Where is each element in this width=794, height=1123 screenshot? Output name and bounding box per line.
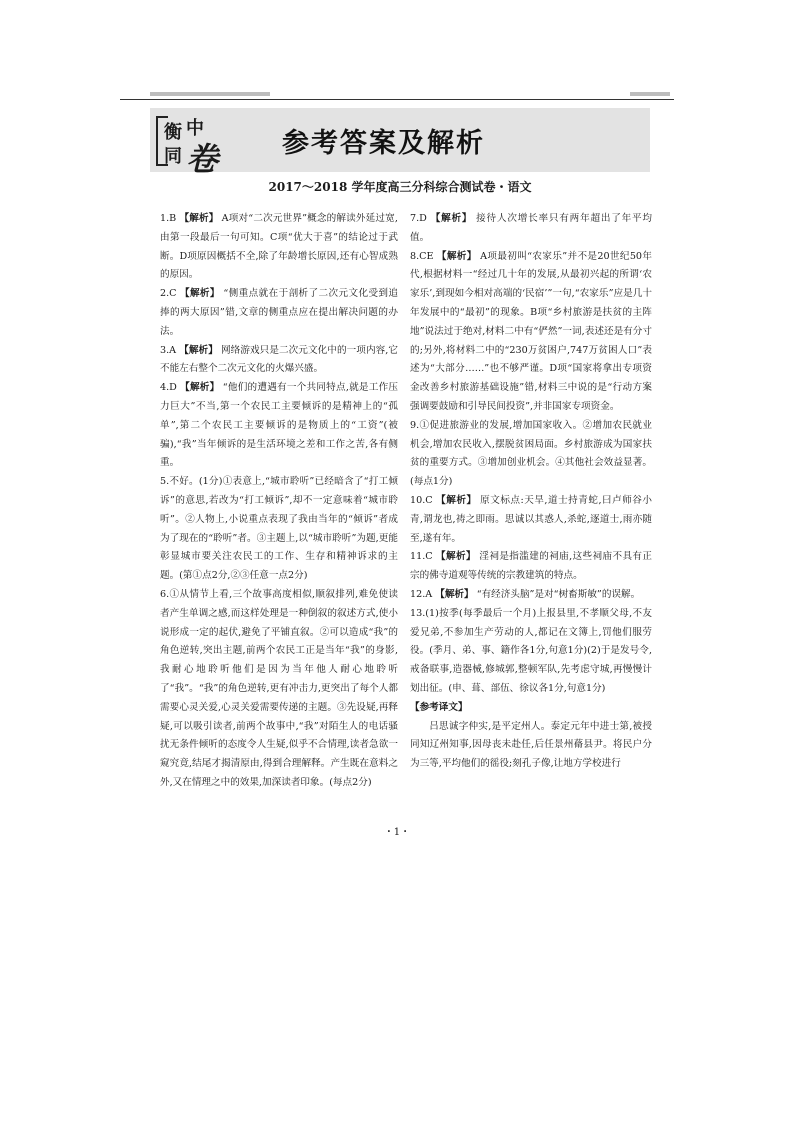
left-column bbox=[160, 210, 398, 793]
page-number: ・1・ bbox=[383, 827, 411, 838]
answer-item: 11.C 【解析】 淫祠是指滥建的祠庙,这些祠庙不具有正宗的佛寺道观等传统的宗教建筑的特点。 bbox=[410, 551, 652, 582]
answer-item: 3.A 【解析】 网络游戏只是二次元文化中的一项内容,它不能左右整个二次元文化的火爆兴盛。 bbox=[160, 344, 398, 375]
answer-item: 7.D 【解析】 接待人次增长率只有两年超出了年平均值。 bbox=[410, 213, 653, 243]
answer-item: 10.C 【解析】 原文标点:天旱,道士持青蛇,曰卢师谷小青,谓龙也,祷之即雨。思诚以其惑人,杀蛇,逐道士,雨亦随至,遂有年。 bbox=[410, 494, 652, 544]
answer-item: 6.①从情节上看,三个故事高度相似,顺叙排列,难免使读者产生单调之感,而这样处理是一种倒叙的叙述方式,使小说形成一定的起伏,避免了平铺直叙。②可以造成“我”的角色逆转,突出主题,前两个农民工正是当年“我”的身影,我耐心地聆听他们是因为当年他人耐心地聆听了“我”。“我”的角色逆转,更有冲击力,更突出了每个人都需要心灵关爱,心灵关爱需要传递的主题。③先设疑,再释疑,可以吸引读者,前两个故事中,“我”对陌生人的电话骚扰无条件倾听的态度令人生疑,似乎不合情理,读者急欲一窥究竟,结尾才揭清原由,得到合理解释。产生既在意料之外,又在情理之中的效果,加深读者印象。(每点2分) bbox=[160, 588, 398, 788]
answer-item: 2.C 【解析】 “侧重点就在于剖析了二次元文化受到追捧的两大原因”错,文章的侧重点应在提出解决问题的办法。 bbox=[160, 288, 399, 337]
logo: 衡 中 同 卷 bbox=[156, 112, 228, 168]
answer-item: 12.A 【解析】 “有经济头脑”是对“树畜斯敏”的误解。 bbox=[410, 588, 641, 600]
right-column bbox=[410, 210, 652, 774]
answer-item: 4.D 【解析】 “他们的遭遇有一个共同特点,就是工作压力巨大”不当,第一个农民工主要倾诉的是精神上的“孤单”,第二个农民工主要倾诉的是物质上的“工资”(被骗),“我”当年倾诉的是生活环境之差和工作之苦,各有侧重。 bbox=[160, 382, 398, 469]
translation-text: 吕思诚字仲实,是平定州人。泰定元年中进士第,被授同知辽州知事,因母丧未赴任,后任景州蓨县尹。将民户分为三等,平均他们的徭役;刻孔子像,让地方学校进行 bbox=[410, 720, 652, 770]
header-rule bbox=[120, 99, 674, 100]
answer-item: 13.(1)按季(每季最后一个月)上报县里,不孝顺父母,不友爱兄弟,不参加生产劳动的人,都记在文簿上,罚他们服劳役。(季月、弟、事、籍作各1分,句意1分)(2)于是发号令,戒备联事,造器械,修城郭,整顿军队,先考虑守城,再慢慢计划出征。(申、葺、部伍、徐议各1分,句意1分) bbox=[410, 607, 652, 694]
document-subtitle: 2017～2018 学年度高三分科综合测试卷・语文 bbox=[268, 180, 532, 194]
answer-item: 1.B 【解析】 A项对“二次元世界”概念的解读外延过宽,由第一段最后一句可知。C项“优大于喜”的结论过于武断。D项原因概括不全,除了年龄增长原因,还有心智成熟的原因。 bbox=[160, 213, 398, 281]
answer-item: 8.CE 【解析】 A项最初叫“农家乐”并不是20世纪50年代,根据材料一“经过几十年的发展,从最初兴起的所谓‘农家乐’,到现如今相对高端的‘民宿’”一句,“农家乐”应是几十年发展中的“最初”的现象。B项“乡村旅游是扶贫的主阵地”说法过于绝对,材料二中有“俨然”一词,表述还是有分寸的;另外,将材料二中的“230万贫困户,747万贫困人口”表述为“大部分……”也不够严谨。D项“国家将拿出专项资金改善乡村旅游基础设施”错,材料三中说的是“行动方案强调要鼓励和引导民间投资”,并非国家专项资金。 bbox=[410, 250, 652, 412]
answer-item: 5.不好。(1分)①表意上,“城市聆听”已经暗含了“打工倾诉”的意思,若改为“打工倾诉”,却不一定意味着“城市聆听”。②人物上,小说重点表现了我由当年的“倾诉”者成为了现在的“聆听”者。③主题上,以“城市聆听”为题,更能彰显城市要关注农民工的工作、生存和精神诉求的主题。(第①点2分,②③任意一点2分) bbox=[160, 476, 398, 582]
answer-item: 9.①促进旅游业的发展,增加国家收入。②增加农民就业机会,增加农民收入,摆脱贫困局面。乡村旅游成为国家扶贫的重要方式。③增加创业机会。④其他社会效益显著。(每点1分) bbox=[410, 419, 652, 488]
header-marks bbox=[150, 90, 670, 98]
page-title: 参考答案及解析 bbox=[282, 128, 485, 159]
translation-heading: 【参考译文】 bbox=[410, 701, 468, 713]
